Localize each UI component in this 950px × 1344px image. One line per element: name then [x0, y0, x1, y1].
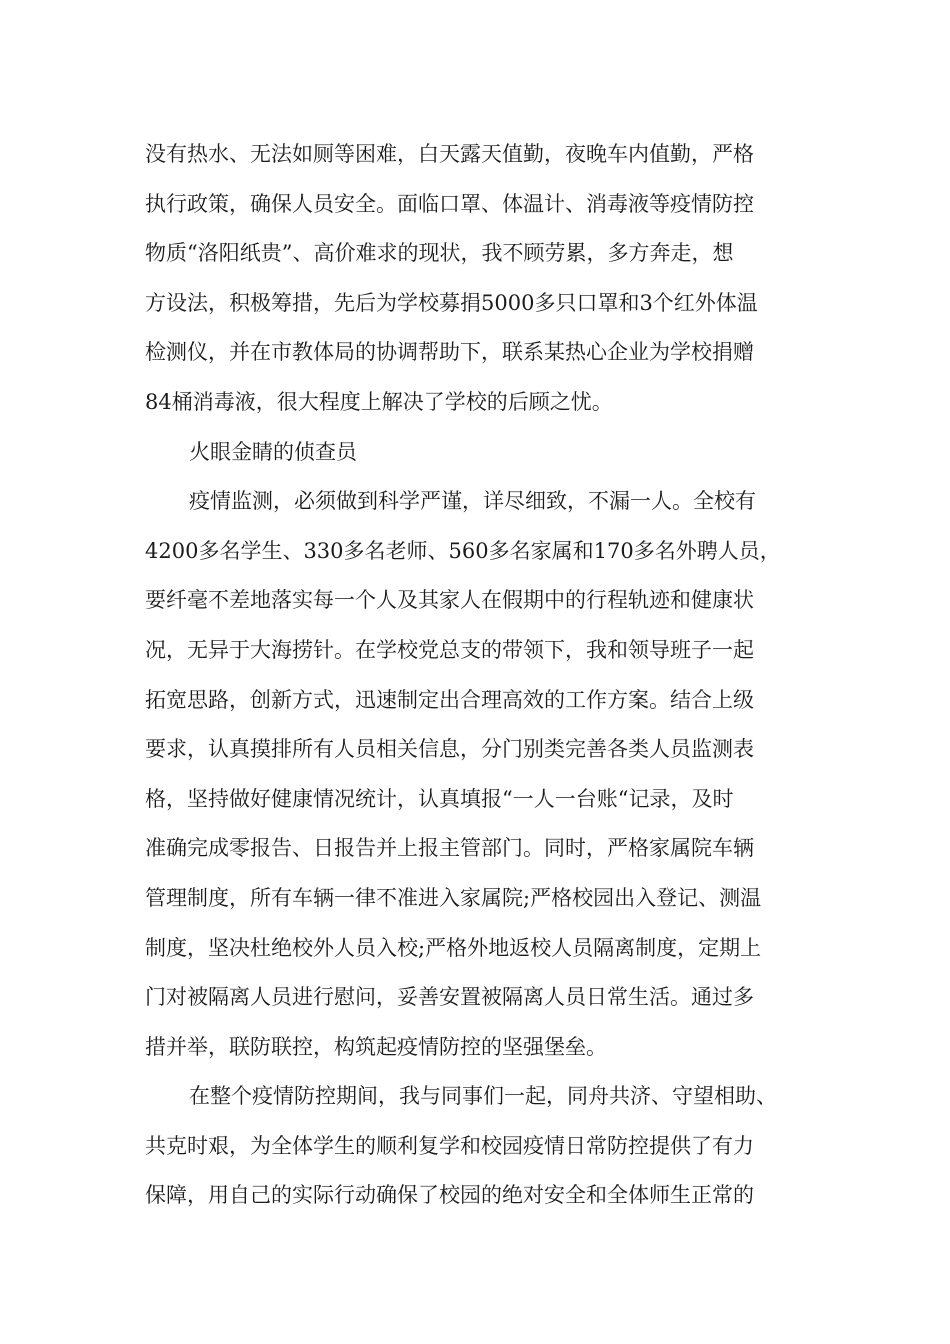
text-line: 要纤毫不差地落实每一个人及其家人在假期中的行程轨迹和健康状	[145, 588, 754, 613]
text-line: 84桶消毒液，很大程度上解决了学校的后顾之忧。	[145, 389, 613, 414]
text-line: 在整个疫情防控期间，我与同事们一起，同舟共济、守望相助、	[189, 1084, 777, 1109]
text-line: 措并举，联防联控，构筑起疫情防控的坚强堡垒。	[145, 1034, 607, 1059]
text-line: 保障，用自己的实际行动确保了校园的绝对安全和全体师生正常的	[145, 1183, 754, 1208]
text-line: 要求，认真摸排所有人员相关信息，分门别类完善各类人员监测表	[145, 737, 754, 762]
text-line: 方设法，积极筹措，先后为学校募捐5000多只口罩和3个红外体温	[145, 290, 758, 315]
text-line: 执行政策，确保人员安全。面临口罩、体温计、消毒液等疫情防控	[145, 191, 754, 216]
document-body	[145, 130, 815, 1221]
text-line: 准确完成零报告、日报告并上报主管部门。同时，严格家属院车辆	[145, 836, 754, 861]
text-line: 拓宽思路，创新方式，迅速制定出合理高效的工作方案。结合上级	[145, 687, 754, 712]
text-line: 物质“洛阳纸贵”、高价难求的现状，我不顾劳累，多方奔走，想	[145, 241, 734, 266]
text-line: 火眼金睛的侦查员	[189, 439, 357, 464]
text-line: 共克时艰，为全体学生的顺利复学和校园疫情日常防控提供了有力	[145, 1133, 754, 1158]
text-line: 管理制度，所有车辆一律不准进入家属院;严格校园出入登记、测温	[145, 885, 762, 910]
text-line: 检测仪，并在市教体局的协调帮助下，联系某热心企业为学校捐赠	[145, 340, 754, 365]
text-line: 4200多名学生、330多名老师、560多名家属和170多名外聘人员，	[145, 538, 781, 563]
text-line: 疫情监测，必须做到科学严谨，详尽细致，不漏一人。全校有	[189, 489, 756, 514]
text-line: 况，无异于大海捞针。在学校党总支的带领下，我和领导班子一起	[145, 637, 754, 662]
text-line: 门对被隔离人员进行慰问，妥善安置被隔离人员日常生活。通过多	[145, 985, 754, 1010]
text-line: 制度，坚决杜绝校外人员入校;严格外地返校人员隔离制度，定期上	[145, 935, 762, 960]
text-line: 没有热水、无法如厕等困难，白天露天值勤，夜晚车内值勤，严格	[145, 142, 754, 166]
text-line: 格，坚持做好健康情况统计，认真填报“一人一台账“记录，及时	[145, 786, 734, 811]
